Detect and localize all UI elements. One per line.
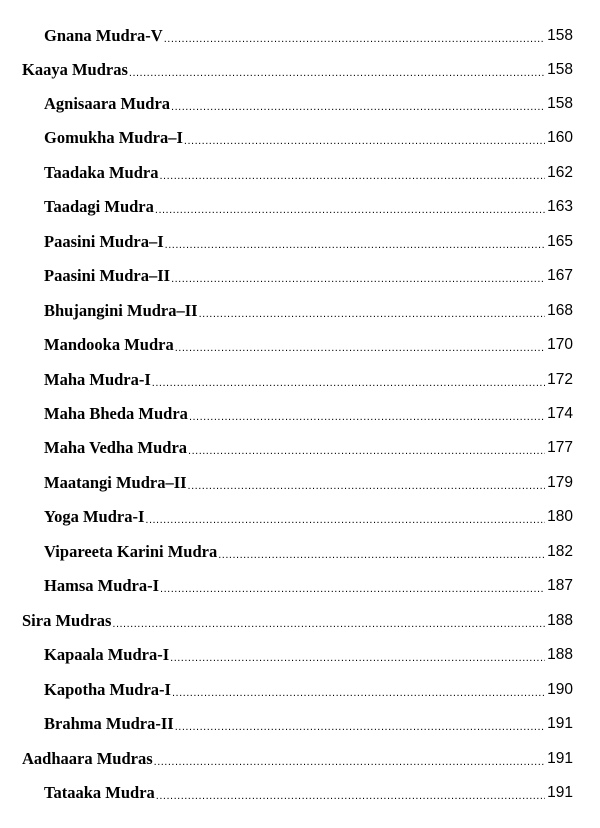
toc-entry-hamsa-mudra-i[interactable] (44, 572, 573, 596)
dot-leader (189, 410, 545, 424)
toc-entry-title: Mandooka Mudra (44, 335, 174, 354)
dot-leader (171, 100, 545, 114)
toc-entry-agnisaara-mudra[interactable] (44, 90, 573, 114)
toc-entry-page: 168 (547, 302, 573, 319)
toc-entry-page: 174 (547, 405, 573, 422)
dot-leader (199, 307, 546, 321)
toc-entry-page: 188 (547, 612, 573, 629)
toc-entry-gomukha-mudra-i[interactable] (44, 124, 573, 148)
dot-leader (145, 513, 545, 527)
toc-entry-page: 158 (547, 95, 573, 112)
toc-entry-title: Maha Bheda Mudra (44, 404, 188, 423)
toc-entry-bhujangini-mudra-ii[interactable] (44, 297, 573, 321)
toc-section-sira-mudras[interactable] (22, 607, 573, 631)
dot-leader (156, 789, 545, 803)
toc-entry-paasini-mudra-i[interactable] (44, 228, 573, 252)
toc-entry-maha-mudra-i[interactable] (44, 366, 573, 390)
dot-leader (184, 134, 545, 148)
toc-entry-gnana-mudra-v[interactable] (44, 22, 573, 46)
toc-entry-page: 165 (547, 233, 573, 250)
dot-leader (164, 32, 545, 46)
toc-entry-maatangi-mudra-ii[interactable] (44, 469, 573, 493)
dot-leader (188, 444, 545, 458)
toc-entry-tataaka-mudra[interactable] (44, 779, 573, 803)
toc-section-aadhaara-mudras[interactable] (22, 745, 573, 769)
toc-section-kaaya-mudras[interactable] (22, 56, 573, 80)
toc-entry-yoga-mudra-i[interactable] (44, 503, 573, 527)
toc-entry-taadaka-mudra[interactable] (44, 159, 573, 183)
toc-entry-page: 180 (547, 508, 573, 525)
toc-entry-title: Bhujangini Mudra–II (44, 301, 198, 320)
dot-leader (170, 651, 545, 665)
dot-leader (175, 720, 545, 734)
toc-entry-title: Gomukha Mudra–I (44, 128, 183, 147)
dot-leader (159, 169, 545, 183)
toc-entry-page: 160 (547, 129, 573, 146)
toc-entry-kapotha-mudra-i[interactable] (44, 676, 573, 700)
toc-entry-page: 158 (547, 61, 573, 78)
dot-leader (172, 686, 545, 700)
toc-entry-title: Maha Vedha Mudra (44, 438, 188, 457)
dot-leader (218, 548, 545, 562)
toc-entry-page: 172 (547, 371, 573, 388)
dot-leader (112, 617, 545, 631)
dot-leader (154, 755, 545, 769)
toc-entry-page: 191 (547, 750, 573, 767)
toc-entry-title: Taadagi Mudra (44, 197, 154, 216)
toc-entry-page: 170 (547, 336, 573, 353)
toc-entry-page: 191 (547, 784, 573, 801)
toc-section-title: Kaaya Mudras (22, 60, 128, 79)
toc-section-title: Sira Mudras (22, 611, 112, 630)
toc-entry-title: Hamsa Mudra-I (44, 576, 160, 595)
dot-leader (171, 272, 545, 286)
dot-leader (160, 582, 545, 596)
toc-entry-page: 163 (547, 198, 573, 215)
toc-entry-page: 187 (547, 577, 573, 594)
toc-entry-title: Maha Mudra-I (44, 370, 151, 389)
toc-entry-vipareeta-karini-mudra[interactable] (44, 538, 573, 562)
toc-entry-title: Brahma Mudra-II (44, 714, 174, 733)
toc-entry-page: 182 (547, 543, 573, 560)
toc-entry-page: 158 (547, 27, 573, 44)
dot-leader (165, 238, 545, 252)
toc-entry-mandooka-mudra[interactable] (44, 331, 573, 355)
dot-leader (129, 66, 545, 80)
toc-entry-page: 191 (547, 715, 573, 732)
toc-entry-title: Paasini Mudra–I (44, 232, 164, 251)
toc-entry-title: Kapotha Mudra-I (44, 680, 171, 699)
toc-entry-title: Paasini Mudra–II (44, 266, 171, 285)
toc-entry-maha-bheda-mudra[interactable] (44, 400, 573, 424)
dot-leader (152, 376, 545, 390)
toc-entry-title: Agnisaara Mudra (44, 94, 171, 113)
toc-entry-paasini-mudra-ii[interactable] (44, 262, 573, 286)
toc-entry-page: 188 (547, 646, 573, 663)
dot-leader (175, 341, 545, 355)
toc-entry-page: 179 (547, 474, 573, 491)
toc-entry-page: 190 (547, 681, 573, 698)
toc-entry-brahma-mudra-ii[interactable] (44, 710, 573, 734)
toc-entry-title: Vipareeta Karini Mudra (44, 542, 218, 561)
toc-entry-title: Gnana Mudra-V (44, 26, 163, 45)
toc-entry-page: 167 (547, 267, 573, 284)
toc-entry-page: 177 (547, 439, 573, 456)
toc-entry-title: Tataaka Mudra (44, 783, 155, 802)
toc-entry-taadagi-mudra[interactable] (44, 193, 573, 217)
dot-leader (188, 479, 546, 493)
toc-entry-title: Taadaka Mudra (44, 163, 159, 182)
toc-entry-title: Maatangi Mudra–II (44, 473, 187, 492)
toc-section-title: Aadhaara Mudras (22, 749, 153, 768)
toc-entry-title: Yoga Mudra-I (44, 507, 145, 526)
toc-entry-kapaala-mudra-i[interactable] (44, 641, 573, 665)
toc-entry-title: Kapaala Mudra-I (44, 645, 170, 664)
toc-entry-page: 162 (547, 164, 573, 181)
dot-leader (155, 203, 545, 217)
toc-entry-maha-vedha-mudra[interactable] (44, 434, 573, 458)
